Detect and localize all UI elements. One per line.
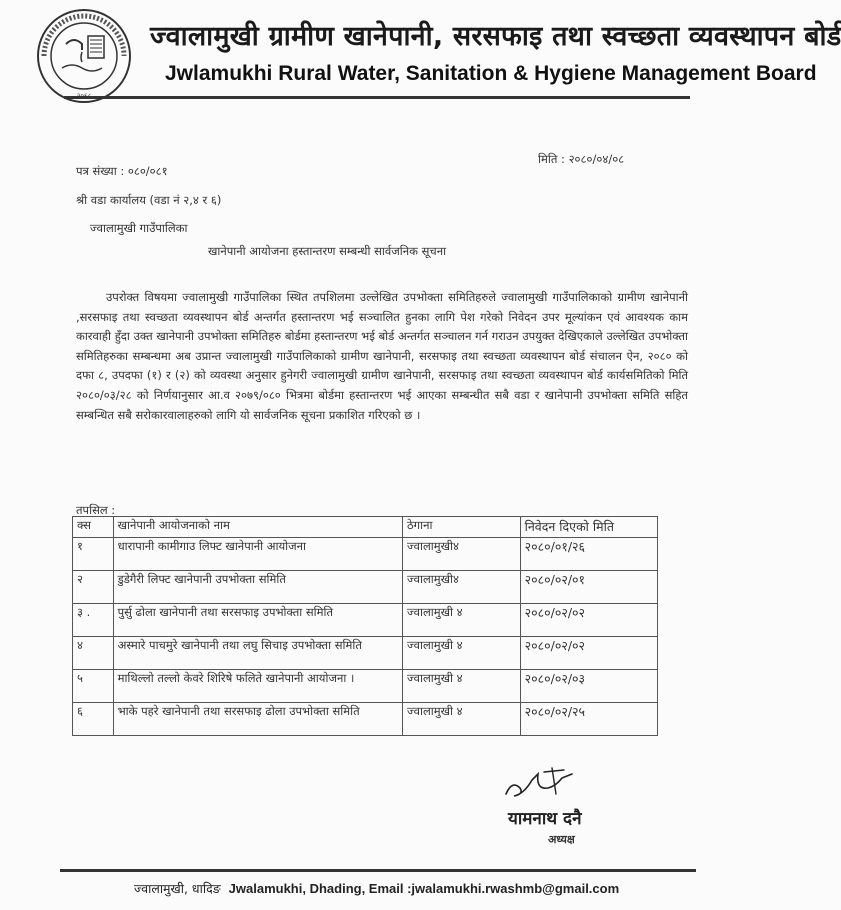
footer-contact [134, 880, 619, 897]
row-project-name: डुडेगैरी लिफ्ट खानेपानी उपभोक्ता समिति [113, 571, 402, 604]
col-header-name: खानेपानी आयोजनाको नाम [113, 517, 402, 538]
col-header-sn: क्स [73, 517, 114, 538]
row-project-name: पुर्सु ढोला खानेपानी तथा सरसफाइ उपभोक्ता समिति [113, 604, 402, 637]
row-date: २०८०/०२/०२ [520, 604, 657, 637]
row-date: २०८०/०२/०१ [520, 571, 657, 604]
col-header-date: निवेदन दिएको मिति [520, 517, 657, 538]
board-logo [32, 6, 136, 106]
col-header-address: ठेगाना [403, 517, 521, 538]
row-sn: १ [73, 538, 114, 571]
letter-subject: खानेपानी आयोजना हस्तान्तरण सम्बन्धी सार्वजनिक सूचना [208, 244, 447, 258]
recipient-line-1: श्री वडा कार्यालय (वडा नं २,४ र ६) [76, 193, 222, 207]
footer-divider [60, 869, 696, 872]
row-sn: २ [73, 571, 114, 604]
row-date: २०८०/०२/०३ [520, 670, 657, 703]
row-date: २०८०/०२/२५ [520, 703, 657, 736]
row-address: ज्वालामुखी ४ [403, 670, 521, 703]
row-address: ज्वालामुखी ४ [403, 604, 521, 637]
letter-body-text: उपरोक्त विषयमा ज्वालामुखी गाउँपालिका स्थित तपशिलमा उल्लेखित उपभोक्ता समितिहरुले ज्वालामुखी गाउँपालिकाको ग्रामीण खानेपानी ,सरसफाइ तथा स्वच्छता व्यवस्थापन बोर्ड अन्तर्गत हस्तान्तरण भई सञ्चालित हुनका लागि पेश गरेको निवेदन उपर मूल्यांकन एवं आवश्यक काम कारवाही हुँदा उक्त खानेपानी उपभोक्ता समितिहरु बोर्डमा हस्तान्तरण भई बोर्ड अन्तर्गत सञ्चालन गर्न गराउन उपयुक्त देखिएकाले उल्लेखित उपभोक्ता समितिहरुका सम्बन्धमा अब उप्रान्त ज्वालामुखी गाउँपालिकाको ग्रामीण खानेपानी, सरसफाइ तथा स्वच्छता व्यवस्थापन बोर्ड संचालन ऐन, २०८० को दफा ८, उपदफा (१) र (२) को व्यवस्था अनुसार हुनेगरी ज्वालामुखी ग्रामीण खानेपानी, सरसफाइ तथा स्वच्छता व्यवस्थापन बोर्ड कार्यसमितिको मिति २०८०/०३/२८ को निर्णयानुसार आ.व २०७९/०८० भित्रमा बोर्डमा हस्तान्तरण भई आएका सम्बन्धीत सबै वडा र खानेपानी उपभोक्ता समिति सहित सम्बन्धित सबै सरोकारवालाहरुको लागि यो सार्वजनिक सूचना प्रकाशित गरिएको छ । [76, 290, 688, 422]
table-row [73, 604, 658, 637]
signatory-title: अध्यक्ष [548, 833, 575, 846]
signature-scribble [500, 760, 590, 810]
letter-body [76, 288, 688, 425]
table-row [73, 538, 658, 571]
table-row [73, 571, 658, 604]
row-address: ज्वालामुखी ४ [403, 703, 521, 736]
row-address: ज्वालामुखी४ [403, 571, 521, 604]
row-sn: ५ [73, 670, 114, 703]
header-title-english: Jwlamukhi Rural Water, Sanitation & Hygiene Management Board [165, 62, 817, 85]
row-sn: ४ [73, 637, 114, 670]
table-row [73, 637, 658, 670]
project-table [72, 516, 658, 736]
table-caption: तपसिल : [76, 503, 116, 517]
header-title-nepali: ज्वालामुखी ग्रामीण खानेपानी, सरसफाइ तथा स्वच्छता व्यवस्थापन बोर्ड [150, 21, 841, 52]
row-project-name: भाके पहरे खानेपानी तथा सरसफाइ ढोला उपभोक्ता समिति [113, 703, 402, 736]
row-date: २०८०/०१/२६ [520, 538, 657, 571]
signatory-name: यामनाथ दनै [508, 809, 582, 829]
letter-ref-number: पत्र संख्या : ०८०/०८१ [76, 164, 168, 178]
row-project-name: धारापानी कामीगाउ लिफ्ट खानेपानी आयोजना [113, 538, 402, 571]
header-divider [64, 96, 690, 99]
row-sn: ६ [73, 703, 114, 736]
footer-address-email: Jwalamukhi, Dhading, Email :jwalamukhi.rwashmb@gmail.com [228, 881, 620, 896]
letter-date: मिति : २०८०/०४/०८ [538, 152, 625, 166]
table-header-row [73, 517, 658, 538]
table-row [73, 670, 658, 703]
recipient-line-2: ज्वालामुखी गाउँपालिका [90, 221, 188, 235]
row-project-name: अस्मारे पाचमुरे खानेपानी तथा लघु सिचाइ उपभोक्ता समिति [113, 637, 402, 670]
row-sn: ३ . [73, 604, 114, 637]
row-address: ज्वालामुखी ४ [403, 637, 521, 670]
footer-location-nepali: ज्वालामुखी, धादिङ [134, 881, 221, 896]
table-row [73, 703, 658, 736]
row-project-name: माथिल्लो तल्लो केवरे शिरिषे फलिते खानेपानी आयोजना । [113, 670, 402, 703]
row-address: ज्वालामुखी४ [403, 538, 521, 571]
row-date: २०८०/०२/०२ [520, 637, 657, 670]
